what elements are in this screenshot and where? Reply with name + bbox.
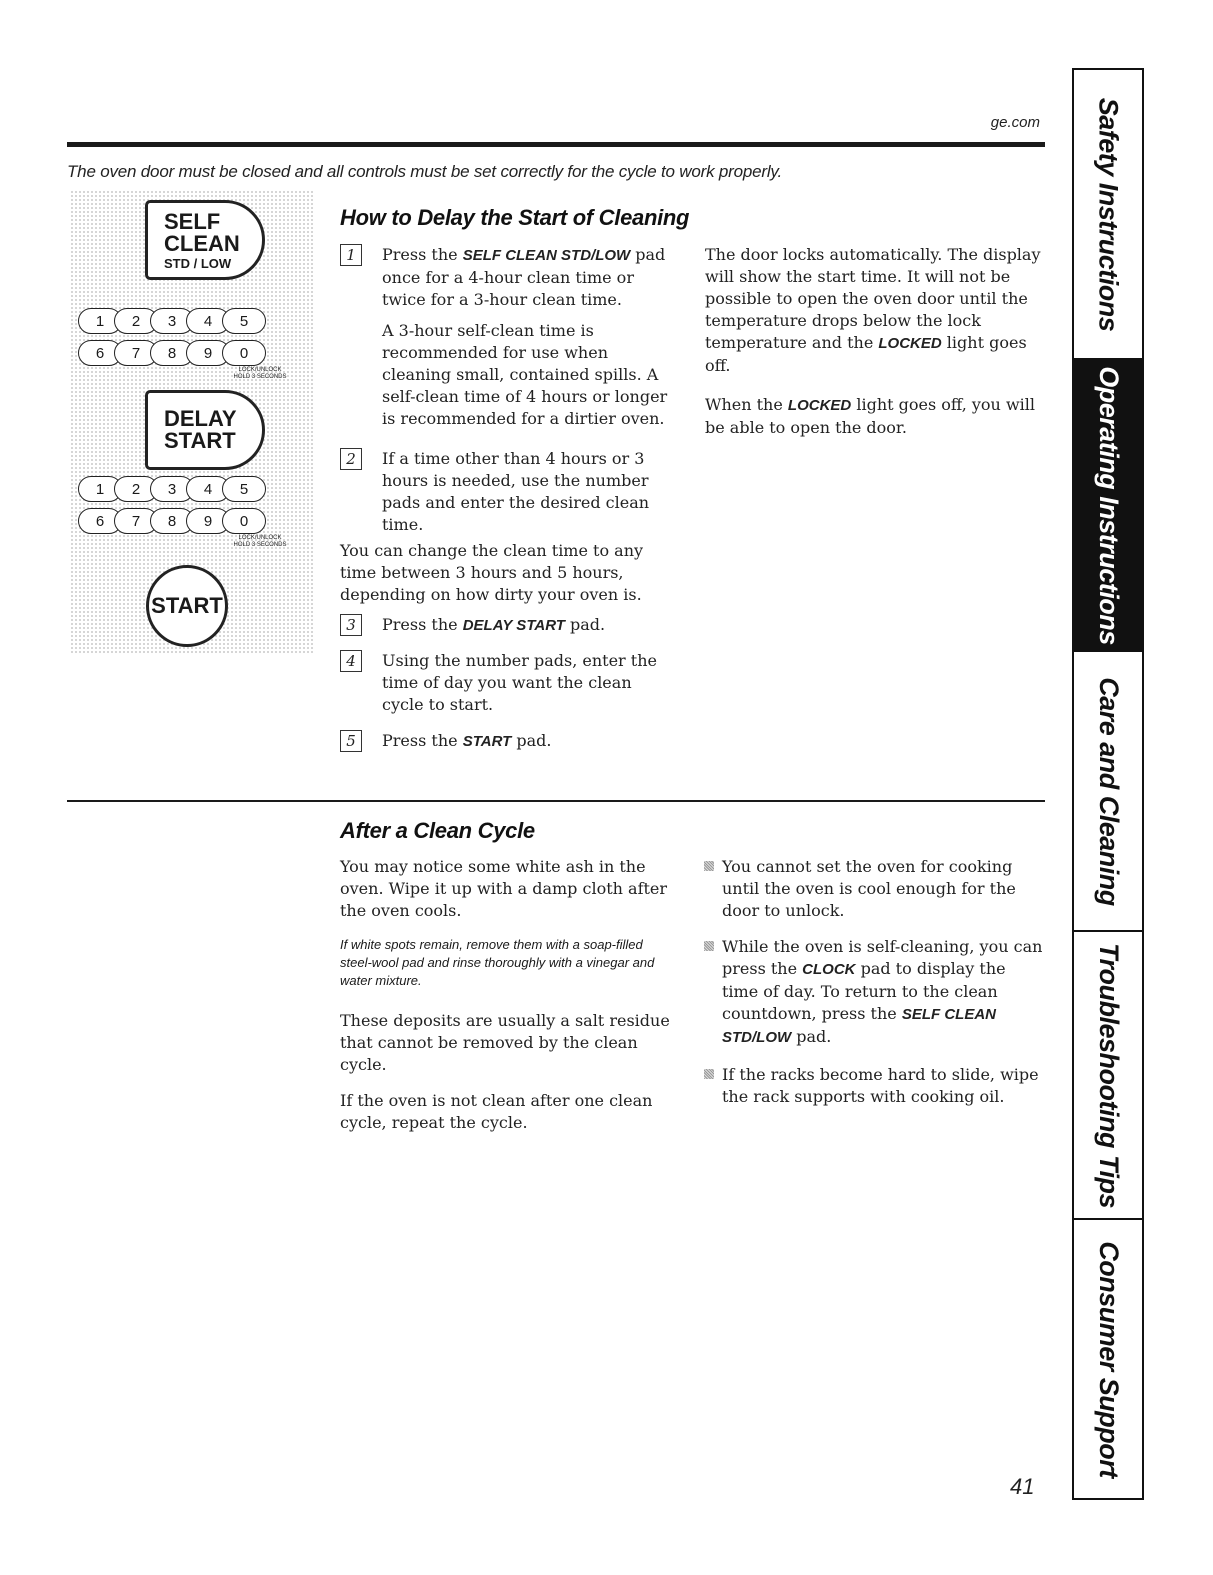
start-pad: START <box>146 565 228 647</box>
step-3 <box>340 614 672 637</box>
step-4 <box>340 650 672 716</box>
step-2 <box>340 448 672 536</box>
step-text-pre: Press the <box>382 615 463 634</box>
self-clean-pad-line1: SELF <box>164 208 221 234</box>
delay-start-pad-line2: START <box>164 428 236 453</box>
bullet-icon <box>704 941 714 951</box>
note-text-post: light goes off, you will be able to open the door. <box>705 395 1035 437</box>
step-text-post: pad. <box>511 731 552 750</box>
delay-start-pad <box>145 390 265 470</box>
tab-care-and-cleaning[interactable] <box>1074 652 1142 930</box>
key-name: SELF CLEAN STD/LOW <box>462 247 631 264</box>
tab-label: Safety Instructions <box>1093 97 1124 331</box>
tab-label: Care and Cleaning <box>1093 676 1124 906</box>
section-divider <box>67 800 1045 802</box>
step-text-pre: Press the <box>382 731 463 750</box>
door-lock-note <box>705 244 1045 377</box>
number-key: 7 <box>114 340 158 366</box>
delay-start-pad-line1: DELAY <box>164 406 237 431</box>
number-key: 3 <box>150 308 194 334</box>
step-text-pre: Press the <box>382 245 463 264</box>
step-text-post: pad. <box>564 615 606 634</box>
step-number: 5 <box>340 730 362 752</box>
step-number: 3 <box>340 614 362 636</box>
lock-label <box>230 367 290 381</box>
section-title-after: After a Clean Cycle <box>340 818 535 843</box>
number-key: 7 <box>114 508 158 534</box>
top-rule <box>67 142 1045 147</box>
step-text <box>382 244 672 311</box>
number-key: 9 <box>186 508 230 534</box>
salt-residue-note: These deposits are usually a salt residue that cannot be removed by the clean cycle. <box>340 1011 670 1074</box>
number-key: 1 <box>78 308 122 334</box>
number-key: 5 <box>222 476 266 502</box>
number-keys-row <box>78 308 258 334</box>
number-key: 4 <box>186 476 230 502</box>
self-clean-pad <box>145 200 265 280</box>
key-name: SELF CLEAN STD/LOW <box>722 1006 997 1046</box>
bullet-icon <box>704 861 714 871</box>
key-name: LOCKED <box>878 335 942 352</box>
repeat-cycle-note: If the oven is not clean after one clean cycle, repeat the cycle. <box>340 1091 653 1132</box>
number-key: 8 <box>150 340 194 366</box>
key-name: START <box>462 733 512 750</box>
control-panel-illustration <box>70 190 315 655</box>
number-key: 5 <box>222 308 266 334</box>
step-number: 1 <box>340 244 362 266</box>
intro-note: The oven door must be closed and all controls must be set correctly for the cycle to work properly. <box>67 162 782 181</box>
list-item <box>704 936 1044 1049</box>
bullet-text-post: pad. <box>791 1027 832 1046</box>
list-item <box>704 856 1044 922</box>
site-url: ge.com <box>990 114 1040 131</box>
bullet-text <box>722 936 1044 1049</box>
lock-label-line2: HOLD 3 SECONDS <box>233 374 287 380</box>
locked-light-note <box>705 394 1045 439</box>
step-text <box>382 730 672 753</box>
note-text-pre: When the <box>705 395 788 414</box>
tab-troubleshooting-tips[interactable] <box>1074 932 1142 1218</box>
lock-label-line1: LOCK/UNLOCK <box>238 367 282 373</box>
step-1 <box>340 244 672 311</box>
white-spots-note: If white spots remain, remove them with a soap-filled steel-wool pad and rinse thoroughly with a vinegar and water mixture. <box>340 937 655 988</box>
number-key: 9 <box>186 340 230 366</box>
number-key: 0 <box>222 508 266 534</box>
bullet-text: If the racks become hard to slide, wipe the rack supports with cooking oil. <box>722 1065 1039 1106</box>
bullet-text-mid: pad to display the time of day. To return to the clean countdown, press the <box>722 959 1006 1023</box>
number-keys-row <box>78 476 258 502</box>
number-key: 3 <box>150 476 194 502</box>
step-number: 4 <box>340 650 362 672</box>
list-item <box>704 1064 1044 1108</box>
step-number: 2 <box>340 448 362 470</box>
lock-label <box>230 535 290 549</box>
note-text-post: light goes off. <box>705 333 1027 375</box>
self-clean-pad-line2: CLEAN <box>164 230 240 256</box>
note-text-pre: The door locks automatically. The display will show the start time. It will not be possible to open the oven door until the temperature drops below the lock temperature and the <box>705 245 1041 352</box>
number-key: 2 <box>114 476 158 502</box>
step-text: Using the number pads, enter the time of day you want the clean cycle to start. <box>382 651 657 714</box>
number-key: 2 <box>114 308 158 334</box>
number-key: 8 <box>150 508 194 534</box>
ash-note: You may notice some white ash in the oven. Wipe it up with a damp cloth after the oven cools. <box>340 857 668 920</box>
number-key: 6 <box>78 508 122 534</box>
step-5 <box>340 730 672 753</box>
step-1-note: A 3-hour self-clean time is recommended for use when cleaning small, contained spills. A self-clean time of 4 hours or longer is recommended for a dirtier oven. <box>382 321 668 428</box>
page-number: 41 <box>1010 1474 1035 1499</box>
tab-consumer-support[interactable] <box>1074 1220 1142 1498</box>
number-key: 1 <box>78 476 122 502</box>
lock-label-line1: LOCK/UNLOCK <box>238 535 282 541</box>
step-text <box>382 614 672 637</box>
key-name: CLOCK <box>802 961 856 978</box>
step-text-post: pad once for a 4-hour clean time or twice for a 3-hour clean time. <box>382 245 666 309</box>
tab-label: Operating Instructions <box>1093 365 1124 645</box>
tab-label: Consumer Support <box>1093 1240 1124 1478</box>
change-time-note: You can change the clean time to any time between 3 hours and 5 hours, depending on how dirty your oven is. <box>340 541 644 604</box>
section-tabs <box>1072 68 1144 1500</box>
tab-operating-instructions[interactable] <box>1074 360 1142 650</box>
tab-safety-instructions[interactable] <box>1074 70 1142 358</box>
bullet-text-pre: While the oven is self-cleaning, you can press the <box>722 937 1043 978</box>
number-key: 4 <box>186 308 230 334</box>
section-title-delay: How to Delay the Start of Cleaning <box>340 205 690 230</box>
step-text: If a time other than 4 hours or 3 hours is needed, use the number pads and enter the desired clean time. <box>382 449 650 534</box>
bullet-icon <box>704 1069 714 1079</box>
tab-label: Troubleshooting Tips <box>1093 942 1124 1208</box>
bullet-text: You cannot set the oven for cooking until the oven is cool enough for the door to unlock. <box>722 857 1016 920</box>
key-name: LOCKED <box>787 397 852 414</box>
number-keys-row <box>78 340 258 366</box>
number-key: 6 <box>78 340 122 366</box>
number-key: 0 <box>222 340 266 366</box>
number-keys-row <box>78 508 258 534</box>
self-clean-pad-line3: STD / LOW <box>164 255 232 271</box>
lock-label-line2: HOLD 3 SECONDS <box>233 542 287 548</box>
key-name: DELAY START <box>462 617 565 634</box>
